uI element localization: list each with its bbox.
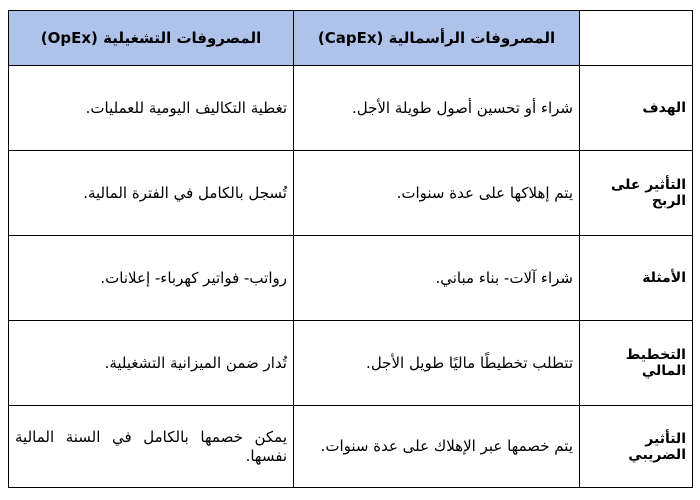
row-label: الهدف [580,66,693,151]
table-row [9,321,693,406]
row-label: التأثير الضريبي [580,406,693,488]
capex-opex-comparison-table [8,10,693,488]
opex-cell: تُسجل بالكامل في الفترة المالية. [9,151,294,236]
opex-cell: رواتب- فواتير كهرباء- إعلانات. [9,236,294,321]
capex-cell: تتطلب تخطيطًا ماليًا طويل الأجل. [294,321,580,406]
row-label: الأمثلة [580,236,693,321]
opex-cell: تغطية التكاليف اليومية للعمليات. [9,66,294,151]
table-row [9,151,693,236]
header-opex: المصروفات التشغيلية (OpEx) [9,11,294,66]
row-label: التخطيط المالي [580,321,693,406]
opex-cell: تُدار ضمن الميزانية التشغيلية. [9,321,294,406]
header-capex: المصروفات الرأسمالية (CapEx) [294,11,580,66]
row-label: التأثير على الربح [580,151,693,236]
opex-cell: يمكن خصمها بالكامل في السنة المالية نفسها. [9,406,294,488]
capex-cell: شراء آلات- بناء مباني. [294,236,580,321]
capex-cell: يتم خصمها عبر الإهلاك على عدة سنوات. [294,406,580,488]
table-row [9,66,693,151]
table-row [9,406,693,488]
capex-cell: يتم إهلاكها على عدة سنوات. [294,151,580,236]
table-header-row [9,11,693,66]
table-row [9,236,693,321]
header-corner-cell [580,11,693,66]
capex-cell: شراء أو تحسين أصول طويلة الأجل. [294,66,580,151]
